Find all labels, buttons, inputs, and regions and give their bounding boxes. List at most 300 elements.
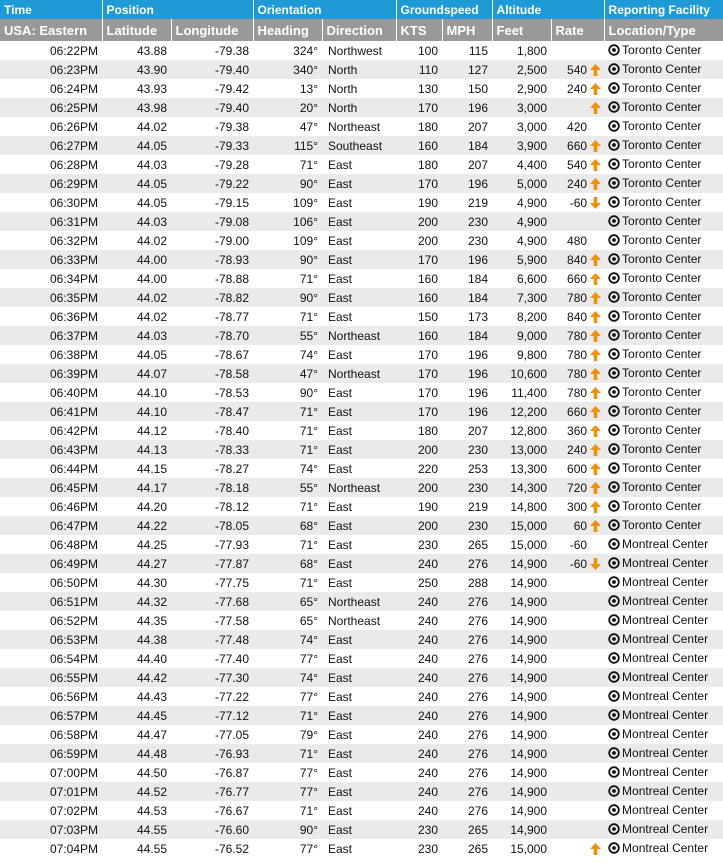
facility-name: Montreal Center xyxy=(622,688,709,703)
cell-latitude: 43.98 xyxy=(102,98,171,117)
cell-facility xyxy=(604,288,723,307)
cell-direction: East xyxy=(322,288,396,307)
table-row xyxy=(0,79,723,98)
cell-latitude: 44.03 xyxy=(136,157,167,172)
cell-longitude: -78.82 xyxy=(171,288,253,307)
cell-mph: 230 xyxy=(442,212,492,231)
cell-heading: 106° xyxy=(253,212,322,231)
table-row xyxy=(0,288,723,307)
cell-rate xyxy=(551,250,604,269)
cell-mph: 196 xyxy=(468,385,489,400)
cell-latitude: 44.48 xyxy=(102,744,171,763)
climb-arrow-icon xyxy=(589,272,601,286)
facility-name: Toronto Center xyxy=(622,99,702,114)
cell-kts: 150 xyxy=(417,309,439,324)
cell-rate xyxy=(551,402,604,421)
cell-latitude: 44.07 xyxy=(102,364,171,383)
cell-heading: 74° xyxy=(299,347,318,362)
facility-name: Toronto Center xyxy=(622,384,702,399)
table-row xyxy=(0,269,723,288)
cell-longitude: -79.22 xyxy=(171,174,253,193)
cell-rate xyxy=(551,307,604,326)
cell-feet: 15,000 xyxy=(510,841,548,856)
cell-time: 06:37PM xyxy=(0,326,102,345)
rate-value: 780 xyxy=(567,366,588,381)
cell-direction: East xyxy=(322,440,396,459)
cell-feet: 15,000 xyxy=(492,516,551,535)
cell-longitude: -78.47 xyxy=(171,402,253,421)
cell-heading: 109° xyxy=(293,233,318,248)
group-header-groundspeed: Groundspeed xyxy=(396,0,492,19)
climb-arrow-icon xyxy=(589,500,601,514)
facility-name: Toronto Center xyxy=(622,251,702,266)
rate-value: 780 xyxy=(567,328,588,343)
cell-mph: 207 xyxy=(468,119,489,134)
cell-mph: 207 xyxy=(468,423,489,438)
cell-longitude: -79.38 xyxy=(214,43,249,58)
cell-facility xyxy=(604,573,723,592)
cell-rate xyxy=(551,174,604,193)
cell-facility xyxy=(604,535,723,554)
cell-mph: 276 xyxy=(468,651,489,666)
facility-target-icon xyxy=(608,671,620,686)
facility-name: Toronto Center xyxy=(622,308,702,323)
col-header-direction: Direction xyxy=(322,19,396,41)
cell-kts: 170 xyxy=(396,364,442,383)
cell-rate xyxy=(551,269,604,288)
facility-target-icon xyxy=(608,614,620,629)
cell-longitude: -79.00 xyxy=(214,233,249,248)
cell-direction: East xyxy=(322,402,396,421)
cell-facility xyxy=(604,611,723,630)
facility-name: Toronto Center xyxy=(622,118,702,133)
cell-feet: 14,900 xyxy=(510,651,548,666)
cell-rate xyxy=(551,117,604,136)
cell-kts: 240 xyxy=(396,668,442,687)
cell-direction: East xyxy=(322,706,396,725)
facility-target-icon xyxy=(608,272,620,287)
facility-target-icon xyxy=(608,44,620,59)
cell-heading: 109° xyxy=(293,195,318,210)
climb-arrow-icon xyxy=(589,519,601,533)
cell-facility xyxy=(604,763,723,782)
cell-latitude: 44.53 xyxy=(136,803,167,818)
facility-name: Toronto Center xyxy=(622,422,702,437)
cell-facility xyxy=(604,79,723,98)
table-row xyxy=(0,193,723,212)
cell-latitude: 44.38 xyxy=(102,630,171,649)
group-header-position: Position xyxy=(102,0,253,19)
cell-time: 06:58PM xyxy=(49,727,98,742)
cell-time: 06:27PM xyxy=(0,136,102,155)
table-row xyxy=(0,155,723,174)
cell-mph: 288 xyxy=(468,575,489,590)
climb-arrow-icon xyxy=(589,386,601,400)
rate-value: 660 xyxy=(567,404,588,419)
cell-heading: 65° xyxy=(299,613,318,628)
facility-target-icon xyxy=(608,215,620,230)
cell-time: 06:33PM xyxy=(0,250,102,269)
cell-longitude: -77.12 xyxy=(171,706,253,725)
rate-value: 660 xyxy=(567,138,588,153)
table-row xyxy=(0,383,723,402)
cell-direction: East xyxy=(328,651,353,666)
cell-heading: 77° xyxy=(253,782,322,801)
cell-direction: East xyxy=(328,803,353,818)
climb-arrow-icon xyxy=(589,424,601,438)
cell-rate xyxy=(551,383,604,402)
rate-value: 840 xyxy=(567,309,588,324)
cell-mph: 196 xyxy=(442,98,492,117)
cell-kts: 220 xyxy=(417,461,439,476)
climb-arrow-icon xyxy=(589,367,601,381)
cell-latitude: 44.02 xyxy=(136,309,167,324)
cell-direction: East xyxy=(328,157,353,172)
table-row xyxy=(0,592,723,611)
facility-target-icon xyxy=(608,557,620,572)
cell-facility xyxy=(604,839,723,858)
cell-longitude: -78.58 xyxy=(171,364,253,383)
cell-rate xyxy=(551,763,604,782)
climb-arrow-icon xyxy=(589,101,601,115)
cell-feet: 1,800 xyxy=(517,43,548,58)
facility-name: Toronto Center xyxy=(622,517,702,532)
cell-heading: 340° xyxy=(253,60,322,79)
cell-latitude: 44.17 xyxy=(102,478,171,497)
cell-time: 06:52PM xyxy=(49,613,98,628)
facility-target-icon xyxy=(608,500,620,515)
cell-feet: 10,600 xyxy=(492,364,551,383)
cell-mph: 184 xyxy=(442,326,492,345)
cell-time: 06:47PM xyxy=(0,516,102,535)
cell-latitude: 44.05 xyxy=(136,195,167,210)
cell-feet: 14,900 xyxy=(492,592,551,611)
table-row xyxy=(0,41,723,60)
cell-feet: 7,300 xyxy=(492,288,551,307)
facility-target-icon xyxy=(608,804,620,819)
facility-name: Toronto Center xyxy=(622,479,702,494)
cell-mph: 276 xyxy=(468,689,489,704)
cell-time: 06:40PM xyxy=(49,385,98,400)
cell-rate xyxy=(551,79,604,98)
cell-mph: 276 xyxy=(468,765,489,780)
group-header-row xyxy=(0,0,723,19)
cell-latitude: 44.52 xyxy=(102,782,171,801)
rate-value: 240 xyxy=(567,176,588,191)
facility-target-icon xyxy=(608,310,620,325)
cell-time: 06:34PM xyxy=(49,271,98,286)
cell-heading: 77° xyxy=(299,651,318,666)
cell-direction: East xyxy=(322,820,396,839)
rate-value: 540 xyxy=(567,62,588,77)
cell-longitude: -77.87 xyxy=(171,554,253,573)
cell-time: 06:31PM xyxy=(0,212,102,231)
cell-rate xyxy=(551,611,604,630)
cell-facility xyxy=(604,592,723,611)
cell-time: 07:03PM xyxy=(0,820,102,839)
table-row xyxy=(0,307,723,326)
cell-longitude: -79.33 xyxy=(171,136,253,155)
climb-arrow-icon xyxy=(589,348,601,362)
climb-arrow-icon xyxy=(589,842,601,856)
facility-target-icon xyxy=(608,177,620,192)
cell-heading: 20° xyxy=(253,98,322,117)
cell-facility xyxy=(604,649,723,668)
rate-value: 780 xyxy=(567,347,588,362)
table-row xyxy=(0,212,723,231)
cell-kts: 250 xyxy=(417,575,439,590)
rate-value: 240 xyxy=(567,81,588,96)
cell-mph: 276 xyxy=(442,706,492,725)
cell-longitude: -78.05 xyxy=(171,516,253,535)
cell-kts: 160 xyxy=(396,136,442,155)
cell-kts: 170 xyxy=(417,347,439,362)
cell-rate xyxy=(551,706,604,725)
cell-direction: East xyxy=(322,744,396,763)
cell-facility xyxy=(604,250,723,269)
table-row xyxy=(0,535,723,554)
cell-latitude: 44.55 xyxy=(102,820,171,839)
cell-time: 06:35PM xyxy=(0,288,102,307)
cell-rate xyxy=(551,744,604,763)
cell-time: 06:25PM xyxy=(0,98,102,117)
facility-target-icon xyxy=(608,101,620,116)
cell-mph: 253 xyxy=(468,461,489,476)
cell-feet: 14,900 xyxy=(510,727,548,742)
cell-direction: East xyxy=(328,385,353,400)
facility-name: Toronto Center xyxy=(622,175,702,190)
rate-value: 240 xyxy=(567,442,588,457)
cell-time: 06:30PM xyxy=(49,195,98,210)
table-row xyxy=(0,706,723,725)
facility-name: Toronto Center xyxy=(622,327,702,342)
facility-target-icon xyxy=(608,120,620,135)
cell-kts: 180 xyxy=(417,423,439,438)
cell-heading: 47° xyxy=(299,119,318,134)
cell-rate xyxy=(551,668,604,687)
cell-kts: 200 xyxy=(396,212,442,231)
cell-feet: 14,900 xyxy=(510,765,548,780)
cell-time: 06:28PM xyxy=(49,157,98,172)
facility-name: Montreal Center xyxy=(622,840,709,855)
facility-target-icon xyxy=(608,63,620,78)
table-row xyxy=(0,573,723,592)
cell-latitude: 44.05 xyxy=(136,347,167,362)
facility-target-icon xyxy=(608,519,620,534)
cell-direction: East xyxy=(328,423,353,438)
cell-time: 06:53PM xyxy=(0,630,102,649)
facility-target-icon xyxy=(608,443,620,458)
table-row xyxy=(0,611,723,630)
cell-kts: 110 xyxy=(396,60,442,79)
cell-time: 06:24PM xyxy=(49,81,98,96)
cell-kts: 190 xyxy=(417,195,439,210)
facility-target-icon xyxy=(608,367,620,382)
cell-longitude: -78.18 xyxy=(171,478,253,497)
cell-longitude: -76.52 xyxy=(214,841,249,856)
cell-facility xyxy=(604,41,723,60)
cell-feet: 11,400 xyxy=(511,385,548,400)
cell-mph: 276 xyxy=(442,554,492,573)
cell-feet: 6,600 xyxy=(517,271,548,286)
cell-facility xyxy=(604,440,723,459)
facility-name: Toronto Center xyxy=(622,346,702,361)
cell-direction: East xyxy=(328,461,353,476)
descent-arrow-icon xyxy=(589,196,601,210)
table-row xyxy=(0,345,723,364)
cell-kts: 240 xyxy=(396,630,442,649)
facility-name: Toronto Center xyxy=(622,232,702,247)
cell-rate xyxy=(551,573,604,592)
cell-time: 06:57PM xyxy=(0,706,102,725)
cell-mph: 265 xyxy=(468,841,489,856)
table-row xyxy=(0,820,723,839)
cell-time: 06:22PM xyxy=(49,43,98,58)
cell-rate xyxy=(551,288,604,307)
cell-latitude: 44.45 xyxy=(102,706,171,725)
cell-kts: 160 xyxy=(396,326,442,345)
cell-mph: 196 xyxy=(442,364,492,383)
facility-target-icon xyxy=(608,82,620,97)
facility-name: Montreal Center xyxy=(622,593,709,608)
group-header-altitude: Altitude xyxy=(492,0,604,19)
cell-heading: 90° xyxy=(299,385,318,400)
cell-kts: 240 xyxy=(417,689,439,704)
cell-mph: 196 xyxy=(442,250,492,269)
cell-heading: 79° xyxy=(299,727,318,742)
cell-direction: Northeast xyxy=(328,613,381,628)
cell-facility xyxy=(604,744,723,763)
col-header-kts: KTS xyxy=(396,19,442,41)
climb-arrow-icon xyxy=(589,310,601,324)
climb-arrow-icon xyxy=(589,177,601,191)
facility-name: Montreal Center xyxy=(622,650,709,665)
cell-kts: 240 xyxy=(396,706,442,725)
cell-rate xyxy=(551,687,604,706)
cell-direction: East xyxy=(322,668,396,687)
facility-target-icon xyxy=(608,823,620,838)
col-header-time-zone: USA: Eastern xyxy=(0,19,102,41)
cell-longitude: -78.77 xyxy=(214,309,249,324)
cell-feet: 14,900 xyxy=(492,668,551,687)
table-row xyxy=(0,478,723,497)
table-row xyxy=(0,326,723,345)
cell-kts: 200 xyxy=(417,233,439,248)
cell-heading: 71° xyxy=(299,499,318,514)
cell-latitude: 44.00 xyxy=(102,250,171,269)
cell-time: 06:39PM xyxy=(0,364,102,383)
group-header-orientation: Orientation xyxy=(253,0,396,19)
cell-heading: 55° xyxy=(253,326,322,345)
cell-latitude: 43.93 xyxy=(136,81,167,96)
facility-name: Montreal Center xyxy=(622,669,709,684)
facility-name: Toronto Center xyxy=(622,61,702,76)
cell-kts: 160 xyxy=(396,288,442,307)
cell-facility xyxy=(604,554,723,573)
facility-target-icon xyxy=(608,728,620,743)
descent-arrow-icon xyxy=(589,557,601,571)
cell-kts: 230 xyxy=(417,841,439,856)
cell-latitude: 44.10 xyxy=(136,385,167,400)
cell-rate xyxy=(551,231,604,250)
cell-mph: 230 xyxy=(442,516,492,535)
rate-value: 660 xyxy=(567,271,588,286)
cell-time: 06:36PM xyxy=(49,309,98,324)
cell-latitude: 44.05 xyxy=(102,174,171,193)
cell-longitude: -78.40 xyxy=(214,423,249,438)
facility-target-icon xyxy=(608,253,620,268)
cell-rate xyxy=(551,193,604,212)
cell-heading: 68° xyxy=(253,554,322,573)
cell-direction: East xyxy=(328,271,353,286)
cell-kts: 200 xyxy=(396,440,442,459)
facility-target-icon xyxy=(608,690,620,705)
cell-kts: 180 xyxy=(417,157,439,172)
facility-name: Montreal Center xyxy=(622,745,709,760)
rate-value: 360 xyxy=(567,423,588,438)
table-row xyxy=(0,782,723,801)
table-row xyxy=(0,98,723,117)
cell-longitude: -77.68 xyxy=(171,592,253,611)
cell-feet: 14,900 xyxy=(510,613,548,628)
cell-heading: 71° xyxy=(299,157,318,172)
cell-time: 06:44PM xyxy=(49,461,98,476)
cell-direction: East xyxy=(328,537,353,552)
cell-latitude: 44.03 xyxy=(102,326,171,345)
facility-name: Toronto Center xyxy=(622,42,702,57)
cell-kts: 200 xyxy=(396,516,442,535)
cell-latitude: 44.13 xyxy=(102,440,171,459)
cell-mph: 265 xyxy=(468,537,489,552)
cell-heading: 77° xyxy=(299,689,318,704)
cell-heading: 55° xyxy=(253,478,322,497)
facility-target-icon xyxy=(608,633,620,648)
cell-rate xyxy=(551,364,604,383)
facility-name: Montreal Center xyxy=(622,574,709,589)
cell-kts: 240 xyxy=(417,803,439,818)
facility-name: Montreal Center xyxy=(622,555,709,570)
cell-facility xyxy=(604,345,723,364)
cell-rate xyxy=(551,421,604,440)
cell-heading: 324° xyxy=(293,43,318,58)
cell-longitude: -79.15 xyxy=(214,195,249,210)
cell-longitude: -78.27 xyxy=(214,461,249,476)
cell-rate xyxy=(551,782,604,801)
cell-latitude: 44.00 xyxy=(136,271,167,286)
facility-target-icon xyxy=(608,538,620,553)
cell-longitude: -79.08 xyxy=(171,212,253,231)
cell-mph: 265 xyxy=(442,820,492,839)
cell-time: 06:26PM xyxy=(49,119,98,134)
cell-mph: 127 xyxy=(442,60,492,79)
col-header-rate: Rate xyxy=(551,19,604,41)
cell-longitude: -76.60 xyxy=(171,820,253,839)
column-header-row xyxy=(0,19,723,41)
col-header-mph: MPH xyxy=(442,19,492,41)
cell-latitude: 44.02 xyxy=(136,233,167,248)
facility-target-icon xyxy=(608,139,620,154)
cell-facility xyxy=(604,725,723,744)
cell-feet: 14,900 xyxy=(492,782,551,801)
cell-time: 06:43PM xyxy=(0,440,102,459)
cell-direction: East xyxy=(328,233,353,248)
climb-arrow-icon xyxy=(589,158,601,172)
cell-facility xyxy=(604,193,723,212)
table-row xyxy=(0,364,723,383)
cell-facility xyxy=(604,782,723,801)
cell-time: 07:00PM xyxy=(49,765,98,780)
facility-target-icon xyxy=(608,348,620,363)
